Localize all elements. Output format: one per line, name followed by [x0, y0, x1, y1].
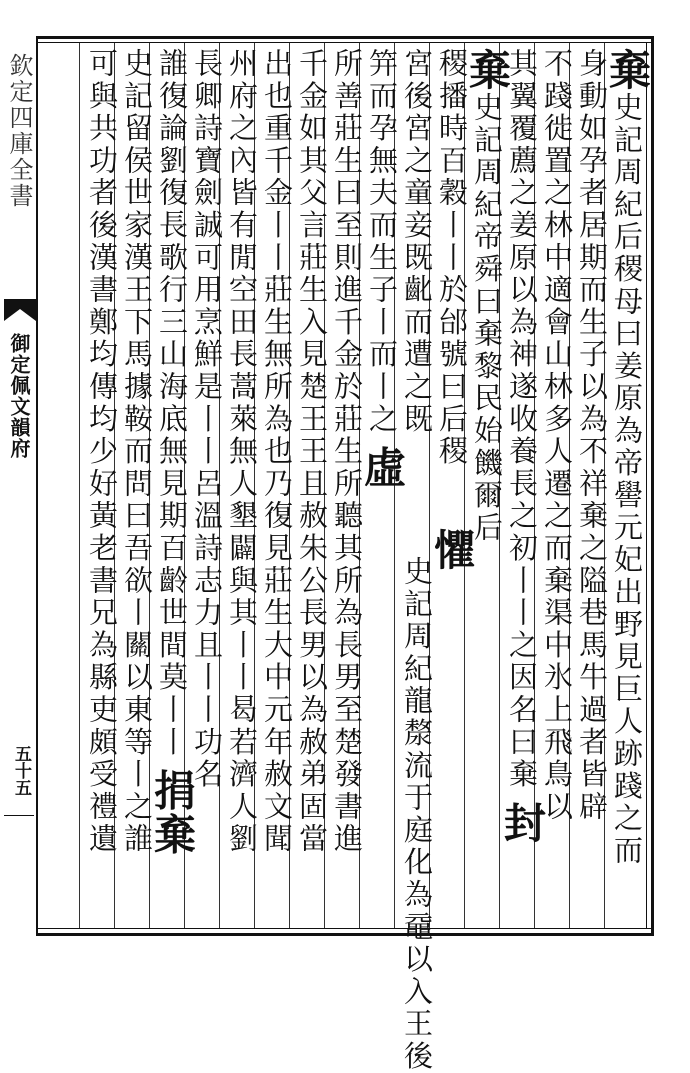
- spine-top-text: 欽定四庫全書: [5, 53, 33, 209]
- text-column: [148, 48, 197, 928]
- page-spine: [0, 45, 36, 925]
- text-column: [82, 48, 122, 928]
- spine-border: [36, 36, 38, 936]
- text-column: [463, 48, 512, 928]
- column-text: 笄而孕無夫而生子丨而丨之: [365, 48, 399, 436]
- column-text: 不踐徙置之林中適會山林多人遷之而棄渠中氷上飛鳥以: [540, 48, 574, 824]
- text-column: [358, 48, 407, 928]
- column-text: 州府之內皆有閒空田長蒿萊無人墾闢與其丨丨曷若濟人劉: [225, 48, 259, 856]
- text-column: [117, 48, 157, 928]
- text-column-lower: [397, 556, 437, 1073]
- column-text: 可與共功者後漢書鄭均傳均少好黃老書兄為縣吏頗受禮遺: [85, 48, 119, 856]
- column-text: 所善莊生曰至則進千金於莊生所聽其所為長男至楚發書進: [330, 48, 364, 856]
- column-rule: [79, 43, 80, 928]
- text-column: [498, 48, 547, 928]
- column-text: 其翼覆薦之姜原以為神遂收養長之初丨丨之因名曰棄: [505, 48, 539, 791]
- frame-top-border: [36, 36, 654, 39]
- column-text: 宮後宮之童妾既齔而遭之既: [400, 48, 434, 436]
- text-column: [327, 48, 367, 928]
- entry-head-char: 棄: [463, 48, 512, 92]
- entry-head-char: 棄: [148, 812, 197, 857]
- column-text: 史記周紀帝舜曰棄黎民始饑爾后: [470, 92, 504, 545]
- entry-head-char: 封: [498, 800, 547, 845]
- entry-head-char: 棄: [603, 48, 652, 92]
- frame-right-border: [651, 36, 654, 936]
- column-text: 稷播時百穀丨丨於邰號曰后稷: [435, 48, 469, 468]
- column-text: 長卿詩寶劍誠可用烹鮮是丨丨呂溫詩志力且丨丨功名: [190, 48, 224, 791]
- page-number-underline: [4, 815, 34, 816]
- column-text: 出也重千金丨丨莊生無所為也乃復見莊生大中元年赦文聞: [260, 48, 294, 856]
- frame-top-inner-border: [36, 42, 654, 43]
- column-text: 千金如其父言莊生入見楚王王且赦朱公長男以為赦弟固當: [295, 48, 329, 856]
- column-text: 身動如孕者居期而生子以為不祥棄之隘巷馬牛過者皆辟: [575, 48, 609, 824]
- frame-bottom-inner-border: [36, 928, 654, 929]
- frame-bottom-border: [36, 933, 654, 936]
- column-text: 誰復論劉復長歌行三山海底無見期百齡世間莫丨丨: [155, 48, 189, 759]
- entry-head-char: 捐: [148, 768, 197, 813]
- text-column: [572, 48, 612, 928]
- book-title: 御定佩文韻府: [7, 333, 31, 459]
- text-column-continued: [432, 556, 472, 928]
- column-text: 史記留侯世家漢王下馬據鞍而問曰吾欲丨關以東等丨之誰: [120, 48, 154, 856]
- text-column: [257, 48, 297, 928]
- text-column: [222, 48, 262, 928]
- page-number: 五十五: [11, 745, 31, 796]
- column-text: 史記周紀龍漦流于庭化為黿以入王後: [400, 556, 434, 1073]
- entry-head-char: 懼: [428, 527, 477, 572]
- text-column: [603, 48, 652, 928]
- text-column: [537, 48, 577, 928]
- text-column: [292, 48, 332, 928]
- text-column-upper: [397, 48, 437, 568]
- column-text: 史記周紀后稷母曰姜原為帝嚳元妃出野見巨人跡踐之而: [610, 92, 644, 868]
- entry-head-char: 虛: [358, 445, 407, 490]
- fish-tail-mark-icon: [2, 299, 36, 321]
